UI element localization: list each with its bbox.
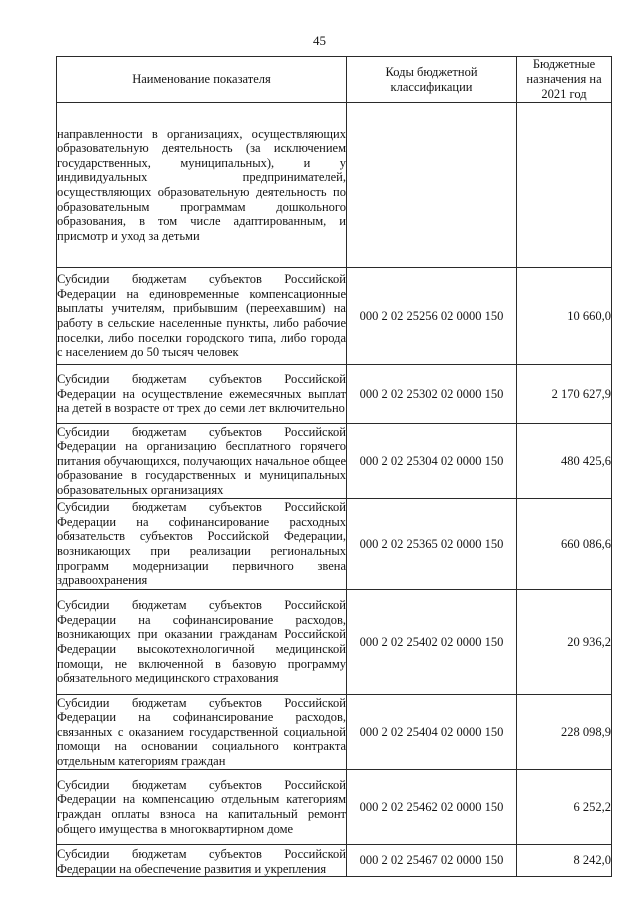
row-name: Субсидии бюджетам субъектов Российской Федерации на компенсацию отдельным категориям граждан оплаты взноса на капитальный ремонт общего имущества в многоквартирном доме [57,770,347,845]
row-amount: 8 242,0 [517,845,612,877]
row-code: 000 2 02 25467 02 0000 150 [347,845,517,877]
row-code: 000 2 02 25365 02 0000 150 [347,499,517,590]
row-code [347,103,517,268]
table-row [57,499,612,590]
row-code: 000 2 02 25462 02 0000 150 [347,770,517,845]
row-code: 000 2 02 25402 02 0000 150 [347,590,517,695]
table-row [57,365,612,424]
row-code: 000 2 02 25302 02 0000 150 [347,365,517,424]
table-row [57,424,612,499]
row-name: Субсидии бюджетам субъектов Российской Федерации на софинансирование расходов, возникающих при оказании гражданам Российской Федерации высокотехнологичной медицинской помощи, не включенной в базовую программу обязательного медицинского страхования [57,590,347,695]
budget-table [56,56,612,877]
header-amount: Бюджетные назначения на 2021 год [517,57,612,103]
row-code: 000 2 02 25404 02 0000 150 [347,695,517,770]
row-amount: 10 660,0 [517,268,612,365]
table-row [57,695,612,770]
row-code: 000 2 02 25256 02 0000 150 [347,268,517,365]
row-name: Субсидии бюджетам субъектов Российской Федерации на обеспечение развития и укрепления [57,845,347,877]
row-name: Субсидии бюджетам субъектов Российской Федерации на единовременные компенсационные выплаты учителям, прибывшим (переехавшим) на работу в сельские населенные пункты, либо рабочие поселки, либо поселки городского типа, либо города с населением до 50 тысяч человек [57,268,347,365]
table-row [57,103,612,268]
row-name: Субсидии бюджетам субъектов Российской Федерации на осуществление ежемесячных выплат на детей в возрасте от трех до семи лет включительно [57,365,347,424]
table-row [57,590,612,695]
row-name: Субсидии бюджетам субъектов Российской Федерации на организацию бесплатного горячего питания обучающихся, получающих начальное общее образование в государственных и муниципальных образовательных организациях [57,424,346,497]
row-name: Субсидии бюджетам субъектов Российской Федерации на софинансирование расходных обязательств субъектов Российской Федерации, возникающих при реализации региональных программ модернизации первичного звена здравоохранения [57,499,347,590]
table-row [57,268,612,365]
row-amount: 2 170 627,9 [517,365,612,424]
row-amount [517,103,612,268]
page-number: 45 [313,33,326,48]
header-code: Коды бюджетной классификации [347,57,517,103]
row-amount: 228 098,9 [517,695,612,770]
table-row [57,770,612,845]
row-name: направленности в организациях, осуществляющих образовательную деятельность (за исключением государственных, муниципальных), и у индивидуальных предпринимателей, осуществляющих образовательную деятельность по образовательным программам дошкольного образования, в том числе адаптированным, и присмотр и уход за детьми [57,103,347,268]
row-amount: 20 936,2 [517,590,612,695]
table-row [57,845,612,877]
header-name: Наименование показателя [57,57,347,103]
row-amount: 660 086,6 [517,499,612,590]
row-code: 000 2 02 25304 02 0000 150 [347,424,517,499]
row-name: Субсидии бюджетам субъектов Российской Федерации на софинансирование расходов, связанных с оказанием государственной социальной помощи на основании социального контракта отдельным категориям граждан [57,695,346,768]
table-header-row [57,57,612,103]
row-amount: 480 425,6 [517,424,612,499]
row-amount: 6 252,2 [517,770,612,845]
